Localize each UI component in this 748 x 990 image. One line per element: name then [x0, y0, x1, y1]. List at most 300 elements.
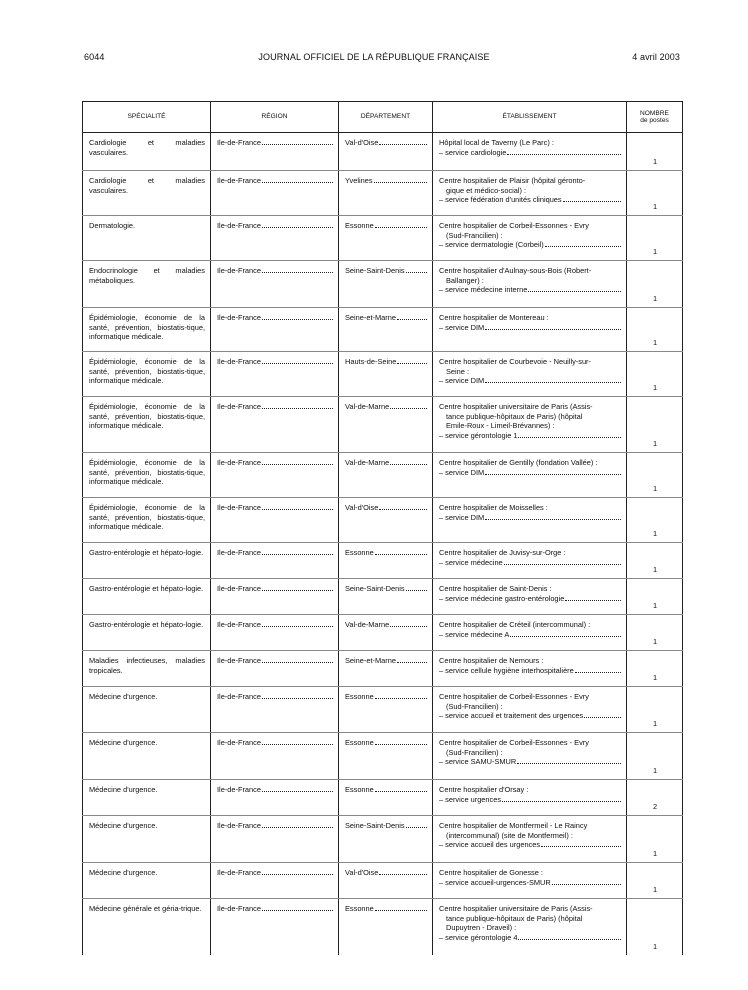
cell-departement [339, 687, 433, 733]
cell-etablissement [433, 780, 627, 816]
nombre-value: 1 [652, 849, 658, 859]
region-text: Ile-de-France [217, 738, 261, 747]
dot-leader [375, 785, 427, 792]
nombre-value: 1 [652, 338, 658, 348]
nombre-value: 2 [652, 802, 658, 812]
dot-leader [507, 148, 621, 155]
cell-departement [339, 863, 433, 899]
cell-departement [339, 498, 433, 543]
nombre-value: 1 [652, 601, 658, 611]
service-text: – service DIM [439, 467, 485, 477]
etablissement-line: Centre hospitalier de Juvisy-sur-Orge : [439, 548, 566, 557]
cell-specialite [83, 579, 211, 615]
cell-departement [339, 733, 433, 780]
departement-text: Essonne [345, 785, 374, 794]
cell-departement [339, 579, 433, 615]
cell-departement [339, 780, 433, 816]
dot-leader [390, 458, 427, 465]
table-body [83, 133, 683, 955]
service-text: – service médecine gastro-entérologie [439, 593, 565, 603]
etablissement-line: Centre hospitalier de Courbevoie - Neuilly-sur- [439, 357, 591, 366]
specialite-text: Médecine d'urgence. [89, 821, 158, 830]
departement-text: Seine-Saint-Denis [345, 266, 405, 275]
cell-region [211, 216, 339, 261]
dot-leader [374, 176, 427, 183]
table-row [83, 687, 683, 733]
departement-text: Seine-Saint-Denis [345, 821, 405, 830]
region-text: Ile-de-France [217, 620, 261, 629]
cell-nombre [627, 543, 683, 579]
cell-etablissement [433, 352, 627, 397]
cell-specialite [83, 899, 211, 955]
cell-specialite [83, 687, 211, 733]
etablissement-line: Centre hospitalier de Gonesse : [439, 868, 543, 877]
cell-etablissement [433, 733, 627, 780]
region-text: Ile-de-France [217, 221, 261, 230]
dot-leader [502, 795, 621, 802]
cell-nombre [627, 687, 683, 733]
dot-leader [379, 138, 427, 145]
departement-text: Seine-Saint-Denis [345, 584, 405, 593]
nombre-value: 1 [652, 565, 658, 575]
nombre-value: 1 [652, 247, 658, 257]
etablissement-line: Ballanger) : [446, 275, 484, 285]
region-text: Ile-de-France [217, 548, 261, 557]
service-text: – service gérontologie 1 [439, 430, 518, 440]
specialite-text: Médecine d'urgence. [89, 692, 158, 701]
cell-specialite [83, 816, 211, 863]
dot-leader [262, 868, 333, 875]
dot-leader [262, 904, 333, 911]
table-row [83, 216, 683, 261]
cell-nombre [627, 615, 683, 651]
etablissement-line: Emile-Roux - Limeil-Brévannes) : [446, 421, 555, 431]
cell-departement [339, 816, 433, 863]
region-text: Ile-de-France [217, 313, 261, 322]
region-text: Ile-de-France [217, 402, 261, 411]
cell-etablissement [433, 863, 627, 899]
table-row [83, 171, 683, 216]
region-text: Ile-de-France [217, 692, 261, 701]
cell-nombre [627, 651, 683, 687]
service-text: – service médecine interne [439, 285, 528, 295]
journal-title: JOURNAL OFFICIEL DE LA RÉPUBLIQUE FRANÇAISE [258, 52, 490, 62]
publication-date: 4 avril 2003 [632, 52, 680, 62]
etablissement-line: (Sud-Francilien) : [446, 747, 503, 757]
departement-text: Seine-et-Marne [345, 313, 396, 322]
dot-leader [262, 458, 333, 465]
departement-text: Essonne [345, 692, 374, 701]
cell-departement [339, 216, 433, 261]
departement-text: Essonne [345, 738, 374, 747]
departement-text: Seine-et-Marne [345, 656, 396, 665]
cell-specialite [83, 261, 211, 308]
dot-leader [262, 503, 333, 510]
etablissement-line: (intercommunal) (site de Montfermeil) : [446, 830, 573, 840]
departement-text: Val-d'Oise [345, 138, 379, 147]
cell-departement [339, 352, 433, 397]
nombre-value: 1 [652, 439, 658, 449]
region-text: Ile-de-France [217, 584, 261, 593]
cell-region [211, 133, 339, 171]
cell-region [211, 261, 339, 308]
dot-leader [262, 692, 333, 699]
table-row [83, 498, 683, 543]
service-text: – service fédération d'unités cliniques [439, 195, 562, 205]
dot-leader [390, 402, 427, 409]
service-text: – service accueil-urgences-SMUR [439, 877, 551, 887]
nombre-value: 1 [652, 673, 658, 683]
dot-leader [379, 868, 427, 875]
cell-departement [339, 453, 433, 498]
nombre-value: 1 [652, 766, 658, 776]
service-text: – service accueil des urgences [439, 840, 541, 850]
specialite-text: Épidémiologie, économie de la santé, prévention, biostatis-tique, informatique médicale. [89, 402, 205, 431]
cell-region [211, 579, 339, 615]
dot-leader [375, 738, 427, 745]
col-header-nombre [627, 102, 683, 133]
cell-region [211, 397, 339, 453]
dot-leader [565, 594, 621, 601]
etablissement-line: Centre hospitalier de Gentilly (fondation Vallée) : [439, 458, 598, 467]
etablissement-line: Centre hospitalier de Montfermeil - Le Raincy [439, 821, 588, 830]
dot-leader [406, 821, 427, 828]
region-text: Ile-de-France [217, 138, 261, 147]
cell-nombre [627, 171, 683, 216]
cell-departement [339, 615, 433, 651]
col-header-region: RÉGION [211, 102, 339, 133]
specialite-text: Épidémiologie, économie de la santé, prévention, biostatis-tique, informatique médicale. [89, 313, 205, 342]
table-row [83, 615, 683, 651]
nombre-value: 1 [652, 529, 658, 539]
cell-region [211, 780, 339, 816]
table-row [83, 899, 683, 955]
etablissement-line: Centre hospitalier universitaire de Paris (Assis- [439, 904, 593, 913]
table-row [83, 308, 683, 352]
cell-departement [339, 261, 433, 308]
dot-leader [510, 630, 621, 637]
table-row [83, 651, 683, 687]
dot-leader [375, 692, 427, 699]
departement-text: Val-d'Oise [345, 503, 379, 512]
cell-etablissement [433, 816, 627, 863]
etablissement-line: gique et médico-social) : [446, 185, 527, 195]
cell-etablissement [433, 216, 627, 261]
service-text: – service SAMU-SMUR [439, 757, 517, 767]
dot-leader [406, 584, 427, 591]
cell-region [211, 543, 339, 579]
col-header-specialite: SPÉCIALITÉ [83, 102, 211, 133]
table-row [83, 453, 683, 498]
cell-departement [339, 308, 433, 352]
departement-text: Val-d'Oise [345, 868, 379, 877]
cell-departement [339, 651, 433, 687]
specialite-text: Médecine générale et géria-trique. [89, 904, 202, 913]
cell-nombre [627, 816, 683, 863]
departement-text: Val-de-Marne [345, 402, 390, 411]
cell-region [211, 352, 339, 397]
departement-text: Val-de-Marne [345, 458, 390, 467]
cell-etablissement [433, 651, 627, 687]
cell-specialite [83, 308, 211, 352]
dot-leader [518, 431, 621, 438]
region-text: Ile-de-France [217, 868, 261, 877]
etablissement-line: Centre hospitalier de Créteil (intercommunal) : [439, 620, 591, 629]
cell-nombre [627, 863, 683, 899]
service-text: – service DIM [439, 322, 485, 332]
cell-etablissement [433, 498, 627, 543]
dot-leader [563, 195, 621, 202]
etablissement-line: tance publique-hôpitaux de Paris) (hôpital [446, 913, 583, 923]
cell-etablissement [433, 687, 627, 733]
etablissement-line: Centre hospitalier de Corbeil-Essonnes - Evry [439, 738, 589, 747]
departement-text: Val-de-Marne [345, 620, 390, 629]
cell-specialite [83, 453, 211, 498]
etablissement-line: Hôpital local de Taverny (Le Parc) : [439, 138, 554, 147]
dot-leader [262, 402, 333, 409]
nombre-value: 1 [652, 637, 658, 647]
cell-etablissement [433, 171, 627, 216]
cell-etablissement [433, 615, 627, 651]
departement-text: Essonne [345, 221, 374, 230]
specialite-text: Gastro-entérologie et hépato-logie. [89, 620, 204, 629]
service-text: – service cardiologie [439, 147, 507, 157]
cell-specialite [83, 171, 211, 216]
dot-leader [541, 840, 621, 847]
service-text: – service gérontologie 4 [439, 932, 518, 942]
region-text: Ile-de-France [217, 266, 261, 275]
dot-leader [262, 138, 333, 145]
col-header-etablissement: ÉTABLISSEMENT [433, 102, 627, 133]
cell-region [211, 863, 339, 899]
cell-nombre [627, 733, 683, 780]
table-row [83, 543, 683, 579]
cell-nombre [627, 397, 683, 453]
region-text: Ile-de-France [217, 357, 261, 366]
cell-nombre [627, 453, 683, 498]
dot-leader [397, 656, 427, 663]
nombre-value: 1 [652, 157, 658, 167]
region-text: Ile-de-France [217, 458, 261, 467]
dot-leader [262, 620, 333, 627]
dot-leader [552, 878, 621, 885]
table-row [83, 261, 683, 308]
cell-specialite [83, 133, 211, 171]
dot-leader [390, 620, 427, 627]
region-text: Ile-de-France [217, 785, 261, 794]
table-row [83, 579, 683, 615]
table-row [83, 816, 683, 863]
etablissement-line: Centre hospitalier de Corbeil-Essonnes - Evry [439, 221, 589, 230]
dot-leader [375, 548, 427, 555]
etablissement-line: Centre hospitalier de Saint-Denis : [439, 584, 552, 593]
cell-nombre [627, 216, 683, 261]
cell-specialite [83, 397, 211, 453]
nombre-value: 1 [652, 484, 658, 494]
service-text: – service DIM [439, 376, 485, 386]
dot-leader [262, 785, 333, 792]
specialite-text: Cardiologie et maladies vasculaires. [89, 138, 205, 157]
cell-nombre [627, 780, 683, 816]
etablissement-line: Seine : [446, 366, 470, 376]
cell-specialite [83, 651, 211, 687]
cell-etablissement [433, 579, 627, 615]
etablissement-line: Dupuytren - Draveil) : [446, 923, 517, 933]
cell-specialite [83, 780, 211, 816]
table-row [83, 733, 683, 780]
cell-region [211, 687, 339, 733]
dot-leader [397, 357, 427, 364]
specialite-text: Épidémiologie, économie de la santé, prévention, biostatis-tique, informatique médicale. [89, 357, 205, 386]
cell-etablissement [433, 453, 627, 498]
table-row [83, 352, 683, 397]
dot-leader [262, 266, 333, 273]
cell-specialite [83, 543, 211, 579]
col-header-departement: DÉPARTEMENT [339, 102, 433, 133]
dot-leader [406, 266, 427, 273]
region-text: Ile-de-France [217, 176, 261, 185]
dot-leader [262, 221, 333, 228]
service-text: – service urgences [439, 794, 502, 804]
cell-departement [339, 133, 433, 171]
dot-leader [262, 821, 333, 828]
dot-leader [485, 513, 621, 520]
etablissement-line: Centre hospitalier de Montereau : [439, 313, 549, 322]
col-header-nombre-line2: de postes [640, 117, 669, 124]
service-text: – service dermatologie (Corbeil) [439, 240, 544, 250]
departement-text: Essonne [345, 548, 374, 557]
service-text: – service cellule hygiène interhospitalière [439, 665, 574, 675]
cell-region [211, 308, 339, 352]
etablissement-line: Centre hospitalier d'Aulnay-sous-Bois (Robert- [439, 266, 592, 275]
nombre-value: 1 [652, 719, 658, 729]
dot-leader [517, 757, 621, 764]
nombre-value: 1 [652, 885, 658, 895]
region-text: Ile-de-France [217, 503, 261, 512]
cell-specialite [83, 216, 211, 261]
specialite-text: Maladies infectieuses, maladies tropicales. [89, 656, 205, 675]
cell-departement [339, 397, 433, 453]
dot-leader [262, 584, 333, 591]
region-text: Ile-de-France [217, 656, 261, 665]
etablissement-line: (Sud-Francilien) : [446, 230, 503, 240]
cell-region [211, 899, 339, 955]
etablissement-line: Centre hospitalier de Moisselles : [439, 503, 548, 512]
specialite-text: Cardiologie et maladies vasculaires. [89, 176, 205, 195]
departement-text: Essonne [345, 904, 374, 913]
cell-region [211, 171, 339, 216]
specialite-text: Dermatologie. [89, 221, 136, 230]
table-row [83, 397, 683, 453]
cell-specialite [83, 615, 211, 651]
etablissement-line: Centre hospitalier universitaire de Paris (Assis- [439, 402, 593, 411]
cell-region [211, 453, 339, 498]
cell-etablissement [433, 308, 627, 352]
etablissement-line: Centre hospitalier de Corbeil-Essonnes - Evry [439, 692, 589, 701]
dot-leader [262, 176, 333, 183]
cell-region [211, 498, 339, 543]
cell-nombre [627, 261, 683, 308]
cell-specialite [83, 352, 211, 397]
cell-nombre [627, 352, 683, 397]
cell-etablissement [433, 397, 627, 453]
etablissement-line: Centre hospitalier de Nemours : [439, 656, 544, 665]
cell-specialite [83, 498, 211, 543]
service-text: – service médecine A [439, 629, 510, 639]
etablissement-line: (Sud-Francilien) : [446, 701, 503, 711]
dot-leader [262, 548, 333, 555]
table-row [83, 863, 683, 899]
dot-leader [485, 376, 621, 383]
cell-departement [339, 171, 433, 216]
dot-leader [485, 323, 621, 330]
specialite-text: Gastro-entérologie et hépato-logie. [89, 548, 204, 557]
cell-nombre [627, 579, 683, 615]
dot-leader [262, 357, 333, 364]
dot-leader [397, 313, 427, 320]
cell-etablissement [433, 133, 627, 171]
dot-leader [528, 285, 621, 292]
nombre-value: 1 [652, 941, 658, 951]
cell-departement [339, 899, 433, 955]
dot-leader [262, 738, 333, 745]
cell-region [211, 651, 339, 687]
specialite-text: Médecine d'urgence. [89, 785, 158, 794]
specialite-text: Médecine d'urgence. [89, 738, 158, 747]
dot-leader [485, 468, 621, 475]
cell-nombre [627, 498, 683, 543]
region-text: Ile-de-France [217, 904, 261, 913]
etablissement-line: tance publique-hôpitaux de Paris) (hôpital [446, 411, 583, 421]
cell-departement [339, 543, 433, 579]
cell-region [211, 733, 339, 780]
service-text: – service médecine [439, 557, 503, 567]
dot-leader [375, 904, 427, 911]
service-text: – service DIM [439, 512, 485, 522]
dot-leader [379, 503, 427, 510]
dot-leader [545, 240, 621, 247]
region-text: Ile-de-France [217, 821, 261, 830]
col-header-nombre-line1: NOMBRE [640, 109, 669, 117]
table-row [83, 780, 683, 816]
specialite-text: Endocrinologie et maladies métaboliques. [89, 266, 205, 285]
nombre-value: 1 [652, 294, 658, 304]
cell-region [211, 615, 339, 651]
etablissement-line: Centre hospitalier de Plaisir (hôpital géronto- [439, 176, 586, 185]
cell-nombre [627, 899, 683, 955]
cell-etablissement [433, 899, 627, 955]
cell-etablissement [433, 261, 627, 308]
cell-nombre [627, 133, 683, 171]
table-row [83, 133, 683, 171]
dot-leader [584, 711, 621, 718]
cell-specialite [83, 733, 211, 780]
service-text: – service accueil et traitement des urgences [439, 711, 584, 721]
cell-specialite [83, 863, 211, 899]
dot-leader [262, 313, 333, 320]
specialite-text: Gastro-entérologie et hépato-logie. [89, 584, 204, 593]
specialite-text: Médecine d'urgence. [89, 868, 158, 877]
table-header-row [83, 102, 683, 133]
dot-leader [504, 558, 621, 565]
departement-text: Yvelines [345, 176, 373, 185]
dot-leader [575, 666, 621, 673]
dot-leader [518, 933, 621, 940]
nombre-value: 1 [652, 383, 658, 393]
nombre-value: 1 [652, 202, 658, 212]
dot-leader [262, 656, 333, 663]
etablissement-line: Centre hospitalier d'Orsay : [439, 785, 529, 794]
